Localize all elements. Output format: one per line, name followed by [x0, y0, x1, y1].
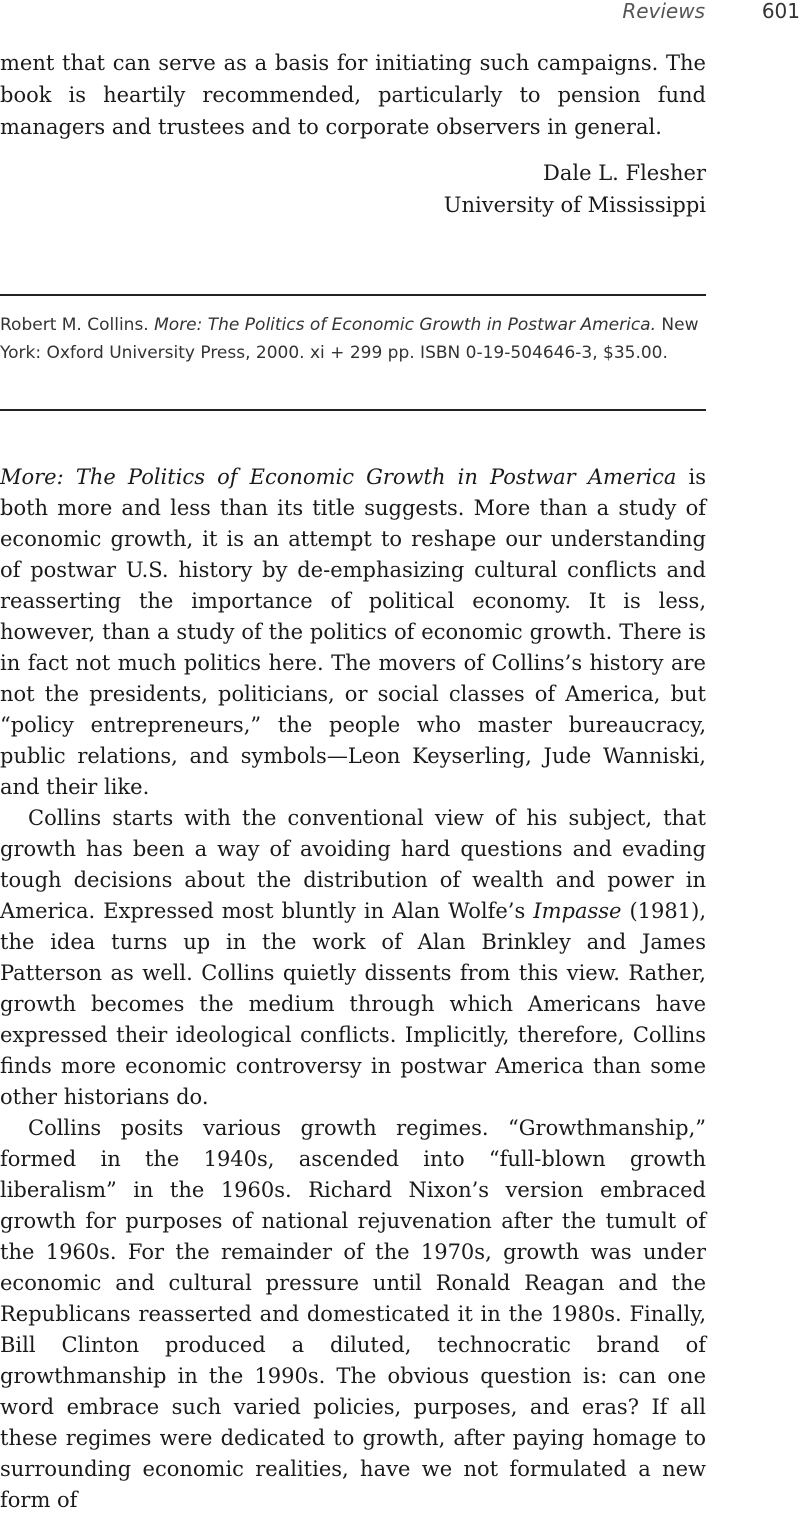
reviewer-affiliation: University of Mississippi: [443, 193, 706, 217]
review-body: [0, 462, 706, 1516]
page-number: 601: [761, 0, 800, 23]
review-paragraph-2-text-b: (1981), the idea turns up in the work of Alan Brinkley and James Patterson as well. Collins quietly dissents from this view. Rather, growth becomes the medium through which Americans have expressed their ideological conflicts. Implicitly, therefore, Collins finds more economic controversy in postwar America than some other historians do.: [0, 899, 706, 1109]
citation-bottom-rule: [0, 409, 706, 411]
reviewer-name: Dale L. Flesher: [543, 161, 706, 185]
previous-review-ending: [0, 47, 706, 143]
review-paragraph-1-text: is both more and less than its title suggests. More than a study of economic growth, it is an attempt to reshape our understanding of postwar U.S. history by de-emphasizing cultural conflicts and reasserting the importance of political economy. It is less, however, than a study of the politics of economic growth. There is in fact not much politics here. The movers of Collins’s history are not the presidents, politicians, or social classes of America, but “policy entrepreneurs,” the people who master bureaucracy, public relations, and symbols—Leon Keyserling, Jude Wanniski, and their like.: [0, 465, 707, 799]
book-citation: [0, 311, 710, 367]
reviewer-signature: [444, 157, 706, 221]
review-cited-work: Impasse: [533, 899, 622, 923]
review-paragraph-3: Collins posits various growth regimes. “Growthmanship,” formed in the 1940s, ascended into “full-blown growth liberalism” in the 1960s. Richard Nixon’s version embraced growth for purposes of national rejuvenation after the tumult of the 1960s. For the remainder of the 1970s, growth was under economic and cultural pressure until Ronald Reagan and the Republicans reasserted and domesticated it in the 1980s. Finally, Bill Clinton produced a diluted, technocratic brand of growthmanship in the 1990s. The obvious question is: can one word embrace such varied policies, purposes, and eras? If all these regimes were dedicated to growth, after paying homage to surrounding economic realities, have we not formulated a new form of: [0, 1116, 706, 1512]
citation-author: Robert M. Collins.: [0, 315, 149, 335]
running-head-section: Reviews: [622, 0, 705, 23]
review-paragraph-2: [0, 803, 706, 1113]
citation-top-rule: [0, 294, 706, 296]
citation-details: New York: Oxford University Press, 2000. xi + 299 pp. ISBN 0-19-504646-3, $35.00.: [0, 315, 699, 363]
review-paragraph-1: [0, 462, 706, 803]
previous-review-paragraph: ment that can serve as a basis for initiating such campaigns. The book is heartily recommended, particularly to pension fund managers and trustees and to corporate observers in general.: [0, 51, 706, 139]
citation-title: More: The Politics of Economic Growth in Postwar America.: [154, 315, 657, 335]
review-book-title: More: The Politics of Economic Growth in Postwar America: [0, 465, 677, 489]
running-head: [0, 0, 800, 24]
review-paragraph-2-text-a: Collins starts with the conventional view of his subject, that growth has been a way of avoiding hard questions and evading tough decisions about the distribution of wealth and power in America. Expressed most bluntly in Alan Wolfe’s: [0, 806, 706, 923]
